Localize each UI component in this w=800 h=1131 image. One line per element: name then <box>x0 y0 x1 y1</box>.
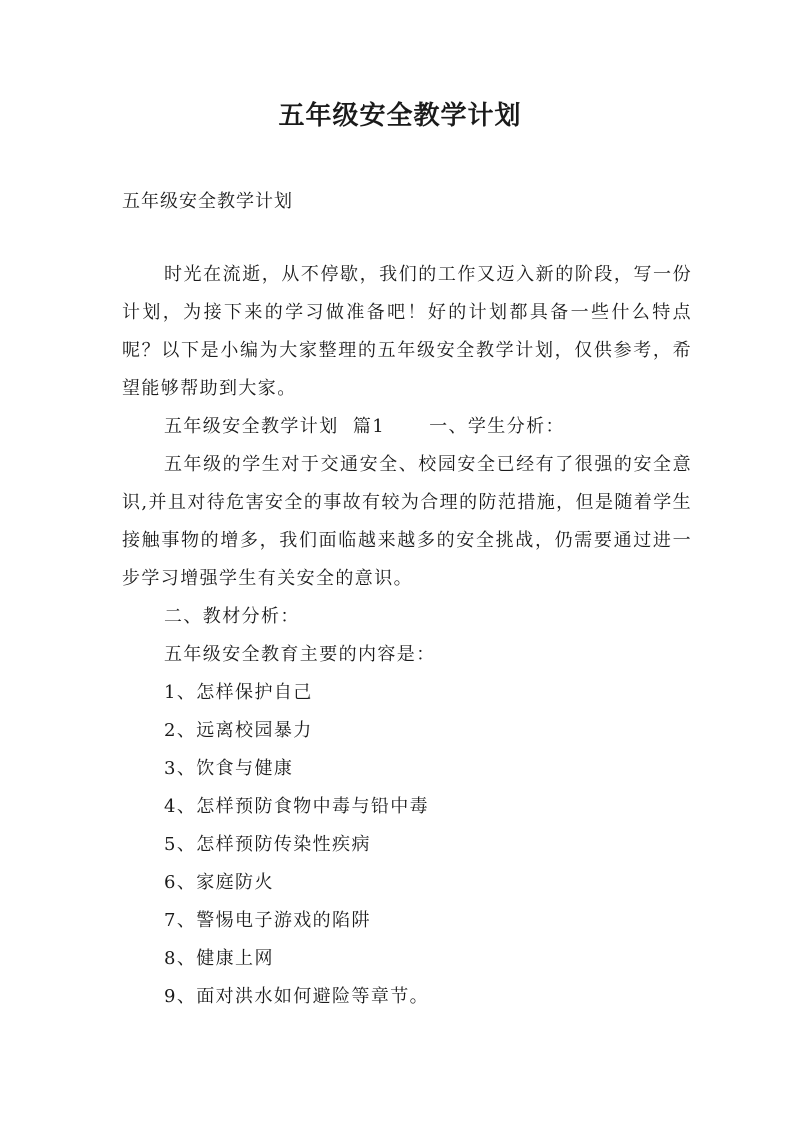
section-1-title: 一、学生分析： <box>429 416 565 437</box>
list-item: 3、饮食与健康 <box>164 758 294 779</box>
document-body <box>122 256 692 1016</box>
list-item: 2、远离校园暴力 <box>164 720 313 741</box>
section-heading-line <box>122 408 692 446</box>
list-item: 9、面对洪水如何避险等章节。 <box>164 986 430 1007</box>
intro-paragraph: 时光在流逝，从不停歇，我们的工作又迈入新的阶段，写一份计划，为接下来的学习做准备吧！好的计划都具备一些什么特点呢？以下是小编为大家整理的五年级安全教学计划，仅供参考，希望能够帮助到大家。 <box>122 264 692 399</box>
list-item: 4、怎样预防食物中毒与铅中毒 <box>164 796 430 817</box>
section-1-paragraph: 五年级的学生对于交通安全、校园安全已经有了很强的安全意识,并且对待危害安全的事故有较为合理的防范措施，但是随着学生接触事物的增多，我们面临越来越多的安全挑战，仍需要通过进一步学习增强学生有关安全的意识。 <box>122 454 692 589</box>
section-2-lead: 五年级安全教育主要的内容是： <box>164 644 436 665</box>
list-item: 6、家庭防火 <box>164 872 274 893</box>
document-title: 五年级安全教学计划 <box>278 101 522 131</box>
list-item: 7、警惕电子游戏的陷阱 <box>164 910 371 931</box>
section-2-title: 二、教材分析： <box>164 606 300 627</box>
document-subtitle: 五年级安全教学计划 <box>122 191 293 212</box>
list-item: 5、怎样预防传染性疾病 <box>164 834 371 855</box>
section-heading: 五年级安全教学计划 篇1 <box>164 416 386 437</box>
list-item: 8、健康上网 <box>164 948 274 969</box>
list-item: 1、怎样保护自己 <box>164 682 313 703</box>
